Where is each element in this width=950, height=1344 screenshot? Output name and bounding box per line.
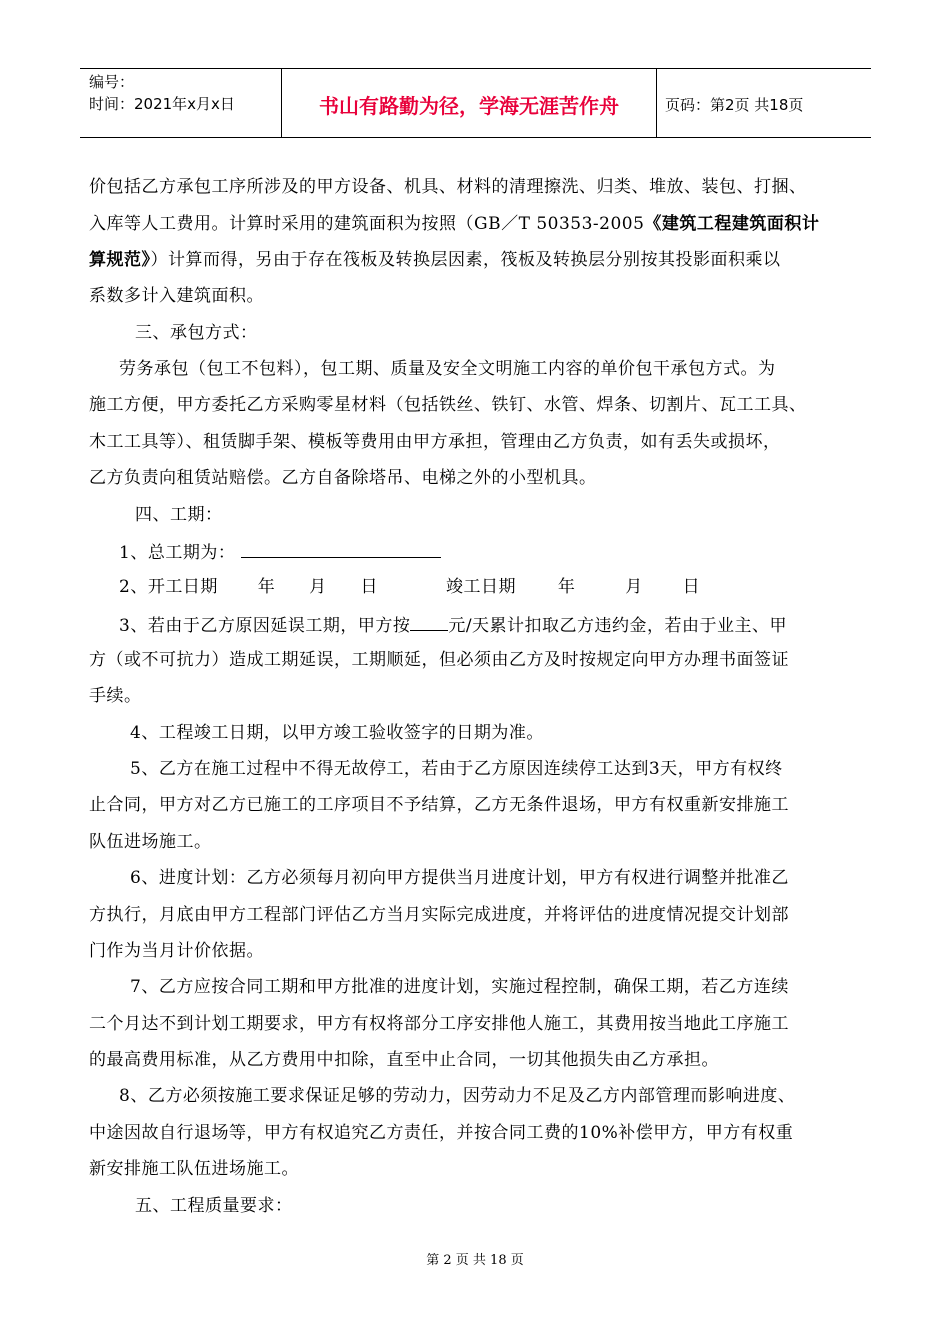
- body-text: 月: [625, 577, 643, 597]
- body-line: 门作为当月计价依据。: [89, 941, 264, 961]
- body-text: 年: [257, 577, 276, 597]
- body-line: 价包括乙方承包工序所涉及的甲方设备、机具、材料的清理擦洗、归类、堆放、装包、打捆、: [89, 177, 807, 197]
- body-line: 的最高费用标准，从乙方费用中扣除，直至中止合同，一切其他损失由乙方承担。: [89, 1050, 719, 1070]
- body-text: 竣工日期: [445, 577, 516, 597]
- body-line: 队伍进场施工。: [89, 832, 212, 852]
- body-line: 7、乙方应按合同工期和甲方批准的进度计划，实施过程控制，确保工期，若乙方连续: [130, 977, 789, 997]
- body-text: 3、若由于乙方原因延误工期，甲方按: [119, 616, 411, 636]
- body-text: 元/天累计扣取乙方违约金，若由于业主、甲: [448, 616, 788, 636]
- body-line: 8、乙方必须按施工要求保证足够的劳动力，因劳动力不足及乙方内部管理而影响进度、: [119, 1086, 796, 1106]
- body-line: 中途因故自行退场等，甲方有权追究乙方责任，并按合同工费的10%补偿甲方，甲方有权重: [89, 1123, 794, 1143]
- body-line: 劳务承包（包工不包料），包工期、质量及安全文明施工内容的单价包干承包方式。为: [119, 359, 776, 379]
- blank-underline: [241, 539, 441, 558]
- body-text: 日: [360, 577, 379, 597]
- body-line: 木工工具等）、租赁脚手架、模板等费用由甲方承担，管理由乙方负责，如有丢失或损坏，: [89, 432, 781, 452]
- number-label: 编号：: [89, 73, 135, 91]
- body-text: 年: [557, 577, 576, 597]
- section-heading: 五、工程质量要求：: [135, 1196, 293, 1216]
- body-text: ）计算而得，另由于存在筏板及转换层因素，筏板及转换层分别按其投影面积乘以: [150, 250, 781, 270]
- section-heading: 三、承包方式：: [135, 323, 258, 343]
- page-header: [80, 68, 871, 138]
- body-line: [119, 539, 441, 565]
- body-text-bold: 算规范》: [89, 250, 151, 270]
- body-line: 系数多计入建筑面积。: [89, 286, 264, 306]
- body-line: 止合同，甲方对乙方已施工的工序项目不予结算，乙方无条件退场，甲方有权重新安排施工: [89, 795, 789, 815]
- page-footer: 第 2 页 共 18 页: [426, 1253, 524, 1268]
- body-line: 二个月达不到计划工期要求，甲方有权将部分工序安排他人施工，其费用按当地此工序施工: [89, 1014, 789, 1034]
- body-text: 入库等人工费用。计算时采用的建筑面积为按照（GB／T 50353-2005: [89, 214, 645, 234]
- body-text: 日: [682, 577, 701, 597]
- body-line: [119, 575, 700, 599]
- body-line: 乙方负责向租赁站赔偿。乙方自备除塔吊、电梯之外的小型机具。: [89, 468, 597, 488]
- body-line: 方执行，月底由甲方工程部门评估乙方当月实际完成进度，并将评估的进度情况提交计划部: [89, 905, 789, 925]
- blank-underline: [410, 612, 448, 631]
- header-page-label: 页码：第2页 共18页: [665, 96, 804, 114]
- section-heading: 四、工期：: [135, 505, 223, 525]
- date-label: 时间：2021年x月x日: [89, 95, 235, 113]
- body-line: 新安排施工队伍进场施工。: [89, 1159, 299, 1179]
- header-motto: 书山有路勤为径，学海无涯苦作舟: [282, 69, 657, 137]
- body-line: 施工方便，甲方委托乙方采购零星材料（包括铁丝、铁钉、水管、焊条、切割片、瓦工工具、: [89, 395, 807, 415]
- body-line: 5、乙方在施工过程中不得无故停工，若由于乙方原因连续停工达到3天，甲方有权终: [130, 759, 783, 779]
- body-line: [119, 612, 787, 638]
- body-text: 1、总工期为：: [119, 543, 236, 563]
- body-line: [89, 212, 819, 236]
- body-line: 6、进度计划：乙方必须每月初向甲方提供当月进度计划，甲方有权进行调整并批准乙: [130, 868, 789, 888]
- header-meta: [80, 69, 282, 137]
- body-line: 方（或不可抗力）造成工期延误，工期顺延，但必须由乙方及时按规定向甲方办理书面签证: [89, 650, 789, 670]
- body-line: [89, 248, 781, 272]
- body-line: 手续。: [89, 686, 142, 706]
- body-text: 月: [309, 577, 327, 597]
- body-line: 4、工程竣工日期，以甲方竣工验收签字的日期为准。: [130, 723, 544, 743]
- body-text: 2、开工日期: [119, 577, 218, 597]
- body-text-bold: 《建筑工程建筑面积计: [644, 214, 820, 234]
